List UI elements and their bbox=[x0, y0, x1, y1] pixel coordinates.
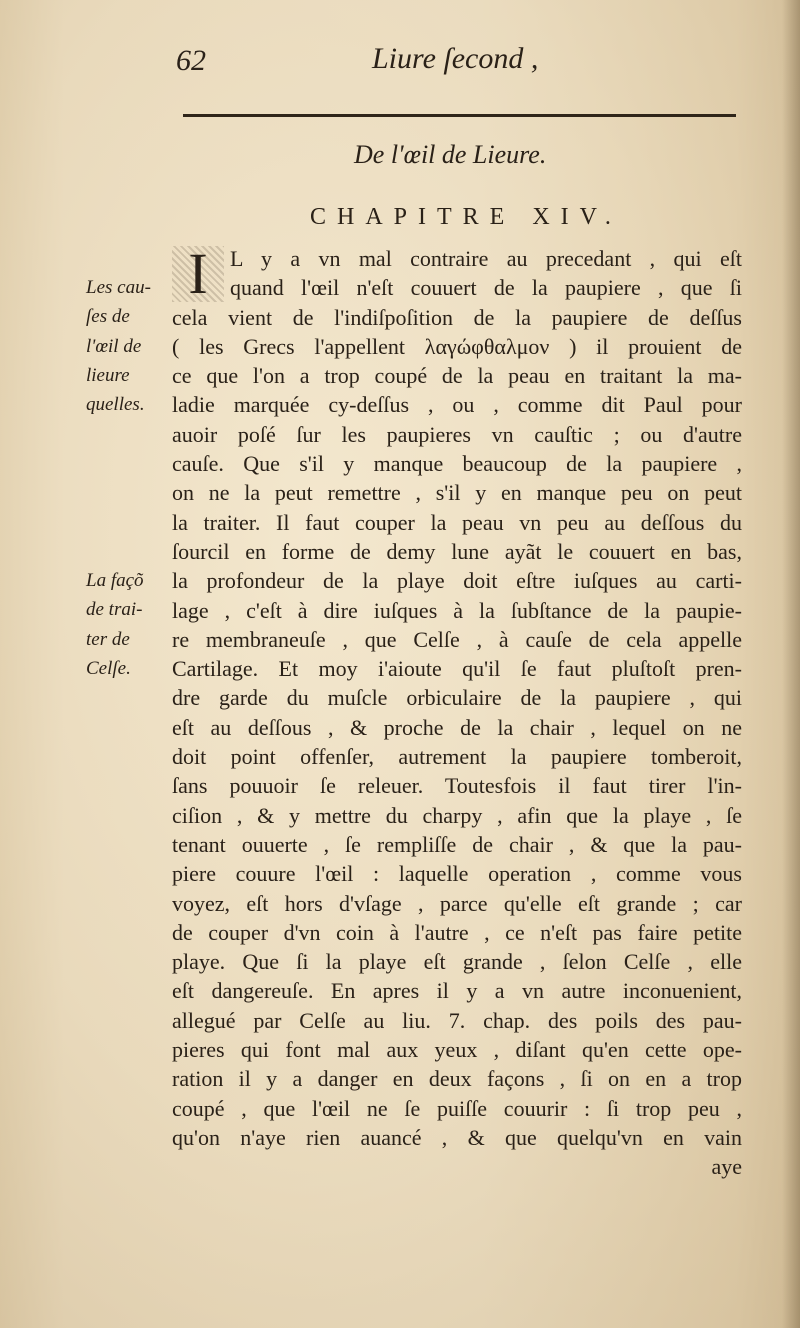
margin-note-method bbox=[86, 566, 168, 683]
text-line: piere couure l'œil : laquelle operation , comme vous bbox=[172, 861, 742, 887]
header-rule bbox=[183, 114, 736, 117]
text-line: eſt au deſſous , & proche de la chair , lequel on ne bbox=[172, 714, 742, 740]
text-line: de couper d'vn coin à l'autre , ce n'eſt pas faire petite bbox=[172, 919, 742, 945]
text-line: doit point offenſer, autrement la paupiere tomberoit, bbox=[172, 744, 742, 770]
text-line: ciſion , & y mettre du charpy , afin que la playe , ſe bbox=[172, 802, 742, 828]
margin-note-line: quelles. bbox=[86, 394, 145, 416]
catchword: aye bbox=[711, 1154, 742, 1180]
margin-note-line: de trai- bbox=[86, 599, 143, 621]
text-line: playe. Que ſi la playe eſt grande , ſelon Celſe , elle bbox=[172, 949, 742, 975]
section-title: De l'œil de Lieure. bbox=[354, 140, 547, 169]
text-line: tenant ouuerte , ſe rempliſſe de chair , & que la pau- bbox=[172, 831, 742, 857]
margin-note-line: ſes de bbox=[86, 306, 130, 328]
page-edge-shadow bbox=[782, 0, 800, 1328]
chapter-heading: CHAPITRE XIV. bbox=[310, 204, 622, 230]
text-line: ration il y a danger en deux façons , ſi on en a trop bbox=[172, 1066, 742, 1092]
margin-note-line: Les cau- bbox=[86, 277, 151, 298]
text-line: eſt dangereuſe. En apres il y a vn autre inconuenient, bbox=[172, 978, 742, 1004]
text-line: ſans pouuoir ſe releuer. Toutesfois il faut tirer l'in- bbox=[172, 773, 742, 799]
text-line: Cartilage. Et moy i'aioute qu'il ſe faut pluſtoſt pren- bbox=[172, 656, 742, 682]
text-line: dre garde du muſcle orbiculaire de la paupiere , qui bbox=[172, 685, 742, 711]
page-number: 62 bbox=[176, 44, 206, 77]
text-line: coupé , que l'œil ne ſe puiſſe couurir : ſi trop peu , bbox=[172, 1095, 742, 1121]
margin-note-causes bbox=[86, 273, 168, 419]
text-line: pieres qui font mal aux yeux , diſant qu'en cette ope- bbox=[172, 1037, 742, 1063]
margin-note-line: Celſe. bbox=[86, 657, 131, 679]
text-line: re membraneuſe , que Celſe , à cauſe de cela appelle bbox=[172, 626, 742, 652]
text-line: quand l'œil n'eſt couuert de la paupiere , que ſi bbox=[230, 275, 742, 301]
text-line: cauſe. Que s'il y manque beaucoup de la paupiere , bbox=[172, 451, 742, 477]
text-line: ( les Grecs l'appellent λαγώφθαλμον ) il prouient de bbox=[172, 333, 742, 359]
page-header bbox=[0, 42, 800, 92]
text-line: ce que l'on a trop coupé de la peau en traitant la ma- bbox=[172, 363, 742, 389]
text-line: lage , c'eſt à dire iuſques à la ſubſtance de la paupie- bbox=[172, 597, 742, 623]
decorated-initial: I bbox=[172, 246, 224, 302]
text-line: ſourcil en forme de demy lune ayãt le couuert en bas, bbox=[172, 538, 742, 564]
text-line: voyez, eſt hors d'vſage , parce qu'elle eſt grande ; car bbox=[172, 890, 742, 916]
text-line: ladie marquée cy-deſſus , ou , comme dit Paul pour bbox=[172, 392, 742, 418]
text-line: la profondeur de la playe doit eſtre iuſques au carti- bbox=[172, 568, 742, 594]
text-line: allegué par Celſe au liu. 7. chap. des poils des pau- bbox=[172, 1007, 742, 1033]
margin-note-line: l'œil de bbox=[86, 335, 142, 357]
text-line: auoir poſé ſur les paupieres vn cauſtic ; ou d'autre bbox=[172, 421, 742, 447]
margin-note-line: lieure bbox=[86, 364, 130, 386]
margin-note-line: La façõ bbox=[86, 570, 144, 591]
margin-note-line: ter de bbox=[86, 628, 130, 650]
running-title: Liure ſecond , bbox=[372, 42, 539, 75]
text-line: on ne la peut remettre , s'il y en manque peu on peut bbox=[172, 480, 742, 506]
body-text bbox=[172, 244, 742, 1182]
text-line: qu'on n'aye rien auancé , & que quelqu'vn en vain bbox=[172, 1124, 742, 1150]
text-line: la traiter. Il faut couper la peau vn peu au deſſous du bbox=[172, 509, 742, 535]
text-line: cela vient de l'indiſpoſition de la paupiere de deſſus bbox=[172, 304, 742, 330]
text-line: L y a vn mal contraire au precedant , qui eſt bbox=[230, 246, 742, 271]
